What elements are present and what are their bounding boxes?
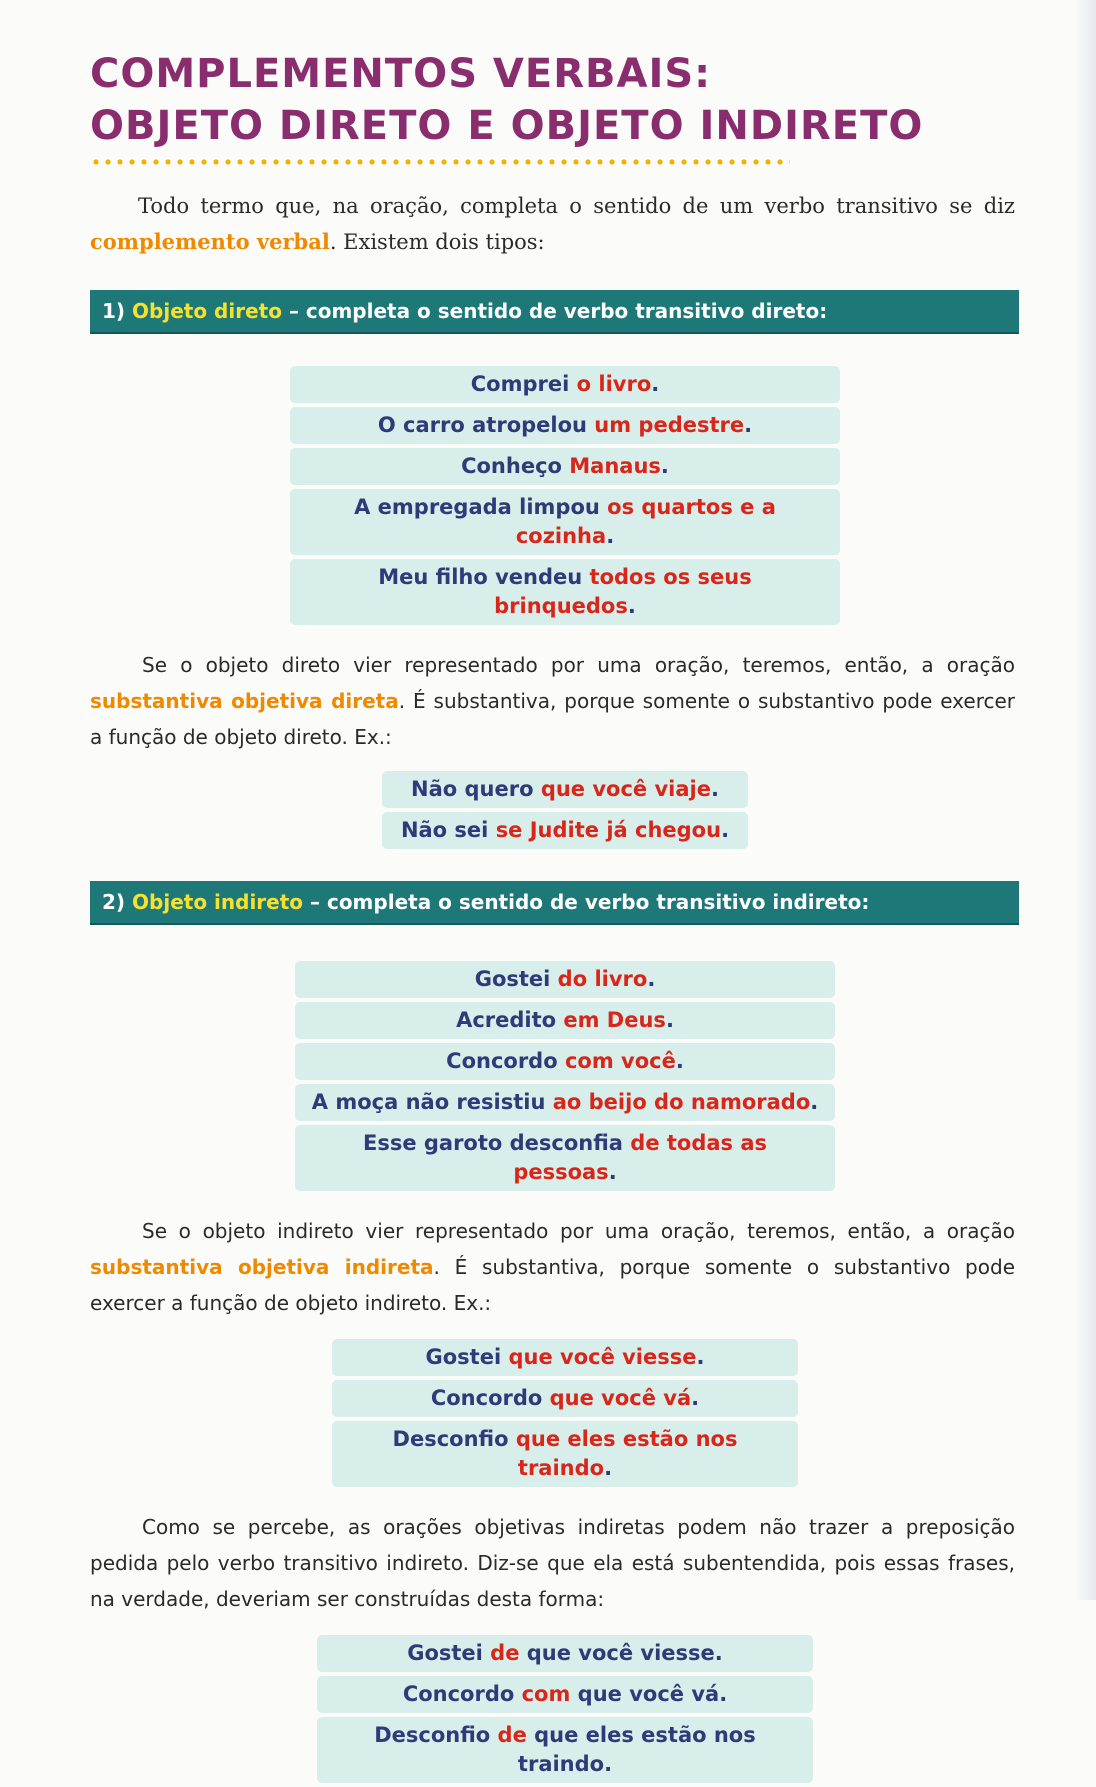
example-preposition: com xyxy=(521,1682,571,1706)
title-line-2: OBJETO DIRETO E OBJETO INDIRETO xyxy=(90,103,924,149)
example-end: . xyxy=(721,818,730,842)
example-preposition: de xyxy=(490,1641,520,1665)
indirect-object-clause-paragraph xyxy=(90,1213,1015,1321)
direct-object-clause-examples xyxy=(382,771,748,849)
paragraph-highlight: substantiva objetiva direta xyxy=(90,689,399,713)
section-2-lead: Objeto indireto xyxy=(132,890,304,914)
page xyxy=(90,48,1040,1787)
example-row xyxy=(317,1635,813,1672)
implied-preposition-examples xyxy=(317,1635,813,1783)
example-row xyxy=(295,1043,835,1080)
example-verb: A moça não resistiu xyxy=(311,1090,553,1114)
example-end: . xyxy=(651,372,660,396)
direct-object-examples xyxy=(290,366,840,625)
paragraph-text-end: . É substantiva, porque somente o substantivo pode exercer a função de objeto direto. Ex.: xyxy=(90,689,1015,749)
example-row xyxy=(382,771,748,808)
paragraph-highlight: substantiva objetiva indireta xyxy=(90,1255,434,1279)
example-end: . xyxy=(691,1386,700,1410)
example-object: que você vá xyxy=(549,1386,692,1410)
example-object: que você viesse xyxy=(508,1345,697,1369)
section-2-description: – completa o sentido de verbo transitivo indireto: xyxy=(303,890,870,914)
example-object: com você xyxy=(564,1049,676,1073)
example-verb: Concordo xyxy=(430,1386,550,1410)
example-object: o livro xyxy=(576,372,652,396)
example-object: de todas as pessoas xyxy=(513,1131,768,1184)
example-verb: Esse garoto desconfia xyxy=(362,1131,631,1155)
intro-text-end: . Existem dois tipos: xyxy=(329,230,545,254)
example-row xyxy=(290,448,840,485)
section-2-banner xyxy=(90,881,1019,923)
final-paragraph: Como se percebe, as orações objetivas indiretas podem não trazer a preposição pedida pelo verbo transitivo indireto. Diz-se que ela está subentendida, pois essas frases, na verdade, deveriam ser construídas desta forma: xyxy=(90,1515,1015,1611)
section-1-banner xyxy=(90,290,1019,332)
example-verb: A empregada limpou xyxy=(354,495,608,519)
example-verb: Concordo xyxy=(446,1049,565,1073)
direct-object-clause-paragraph xyxy=(90,647,1015,755)
example-end: . xyxy=(606,524,615,548)
section-1-number: 1) xyxy=(102,299,126,323)
example-verb: Desconfio xyxy=(392,1427,516,1451)
example-verb: Gostei xyxy=(425,1345,509,1369)
section-2-number: 2) xyxy=(102,890,126,914)
example-row xyxy=(332,1421,798,1487)
title-line-1: COMPLEMENTOS VERBAIS: xyxy=(90,51,712,97)
example-row xyxy=(295,961,835,998)
example-object: que eles estão nos traindo xyxy=(515,1427,738,1480)
paragraph-text-end: . É substantiva, porque somente o substantivo pode exercer a função de objeto indireto. Ex.: xyxy=(90,1255,1015,1315)
example-object: um pedestre xyxy=(594,413,745,437)
example-row xyxy=(317,1676,813,1713)
example-verb: Conheço xyxy=(461,454,570,478)
example-end: que eles estão nos traindo. xyxy=(517,1723,756,1776)
example-object: Manaus xyxy=(569,454,661,478)
example-object: todos os seus brinquedos xyxy=(494,565,752,618)
example-end: . xyxy=(647,967,656,991)
example-preposition: de xyxy=(497,1723,527,1747)
example-end: . xyxy=(660,454,669,478)
paragraph-text: Se o objeto direto vier representado por uma oração, teremos, então, a oração xyxy=(142,653,1015,677)
example-object: que você viaje xyxy=(540,777,711,801)
indirect-object-examples xyxy=(295,961,835,1191)
example-row xyxy=(290,489,840,555)
example-verb: Gostei xyxy=(407,1641,491,1665)
example-row xyxy=(332,1339,798,1376)
example-verb: Não sei xyxy=(400,818,496,842)
example-end: . xyxy=(710,777,719,801)
example-row xyxy=(290,559,840,625)
example-object: ao beijo do namorado xyxy=(552,1090,811,1114)
example-end: . xyxy=(665,1008,674,1032)
section-1-description: – completa o sentido de verbo transitivo direto: xyxy=(281,299,828,323)
example-end: . xyxy=(608,1160,617,1184)
example-end: que você viesse. xyxy=(519,1641,723,1665)
example-row xyxy=(295,1125,835,1191)
example-row xyxy=(382,812,748,849)
example-row xyxy=(317,1717,813,1783)
example-end: que você vá. xyxy=(570,1682,728,1706)
intro-paragraph xyxy=(90,188,1015,260)
example-verb: Concordo xyxy=(402,1682,522,1706)
example-end: . xyxy=(744,413,753,437)
example-object: do livro xyxy=(557,967,648,991)
indirect-object-clause-examples xyxy=(332,1339,798,1487)
example-verb: Não quero xyxy=(411,777,541,801)
intro-text: Todo termo que, na oração, completa o sentido de um verbo transitivo se diz xyxy=(138,194,1015,218)
page-edge-shadow xyxy=(1074,0,1096,1600)
example-row xyxy=(295,1002,835,1039)
page-title xyxy=(90,48,1040,152)
example-row xyxy=(290,366,840,403)
example-verb: Meu filho vendeu xyxy=(378,565,590,589)
example-end: . xyxy=(627,594,636,618)
intro-highlight: complemento verbal xyxy=(90,229,330,254)
example-end: . xyxy=(604,1456,613,1480)
example-end: . xyxy=(810,1090,819,1114)
example-end: . xyxy=(675,1049,684,1073)
paragraph-text: Se o objeto indireto vier representado por uma oração, teremos, então, a oração xyxy=(142,1219,1015,1243)
example-verb: Desconfio xyxy=(374,1723,498,1747)
example-row xyxy=(332,1380,798,1417)
example-row xyxy=(295,1084,835,1121)
example-object: em Deus xyxy=(563,1008,666,1032)
example-verb: O carro atropelou xyxy=(377,413,595,437)
example-verb: Acredito xyxy=(456,1008,564,1032)
dotted-divider xyxy=(90,158,790,166)
example-verb: Gostei xyxy=(474,967,558,991)
example-object: se Judite já chegou xyxy=(495,818,722,842)
example-verb: Comprei xyxy=(470,372,577,396)
example-object: os quartos e a cozinha xyxy=(515,495,776,548)
example-row xyxy=(290,407,840,444)
example-end: . xyxy=(696,1345,705,1369)
section-1-lead: Objeto direto xyxy=(132,299,282,323)
